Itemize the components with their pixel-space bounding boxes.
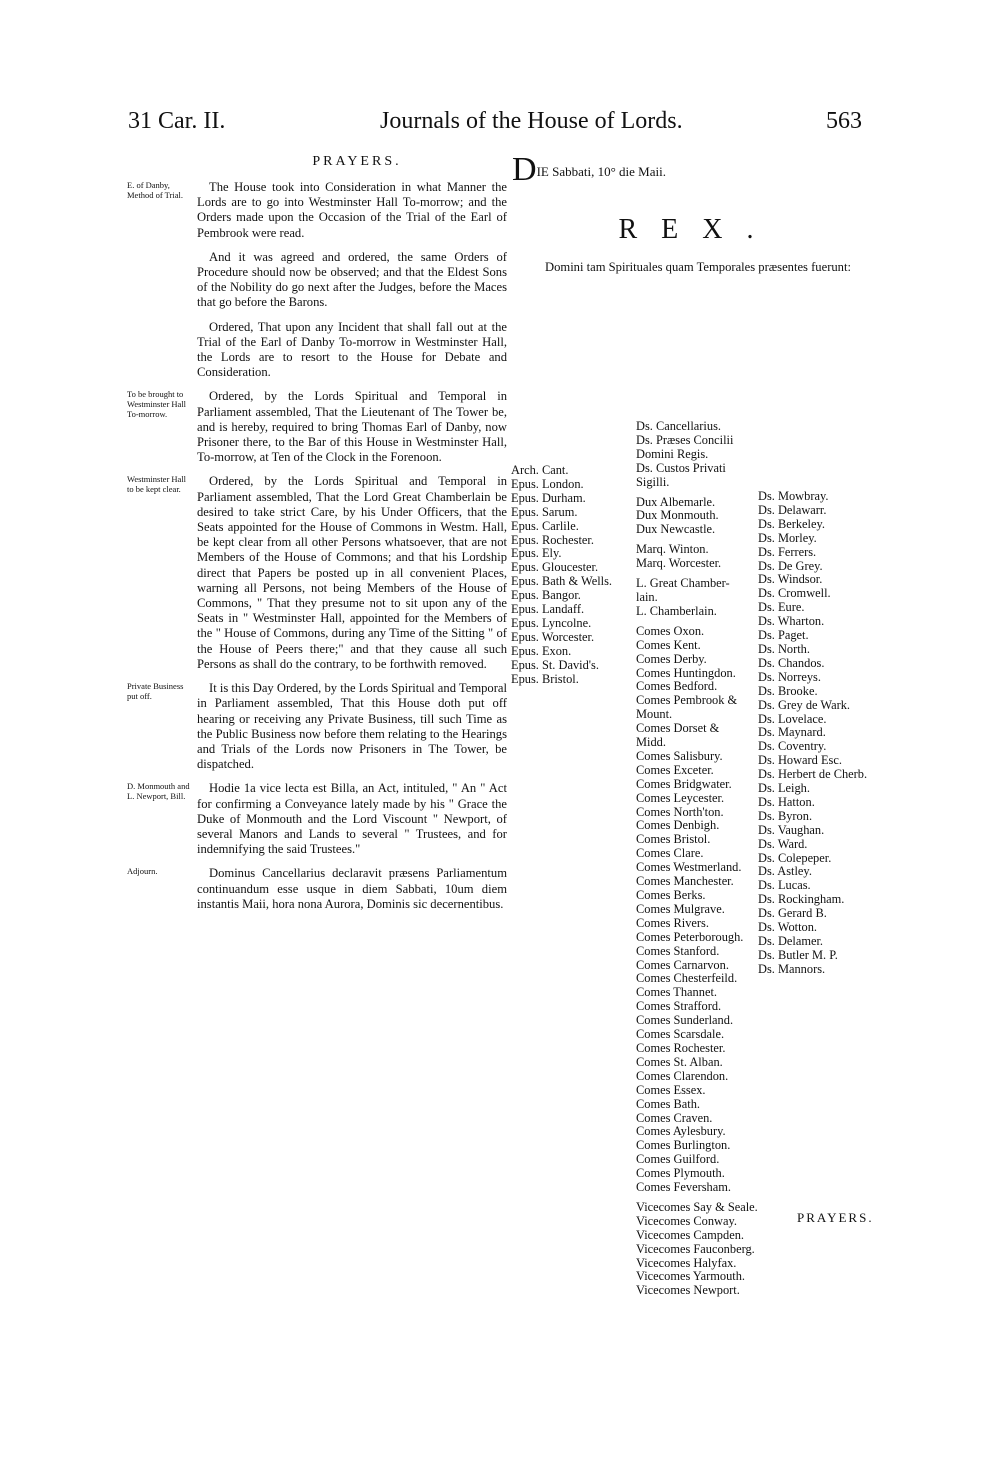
- lord-name: Epus. St. David's.: [511, 657, 599, 672]
- lord-name: Domini Regis.: [636, 446, 709, 461]
- lord-name: Comes Huntingdon.: [636, 665, 736, 680]
- lord-name: Midd.: [636, 735, 666, 750]
- paragraph: And it was agreed and ordered, the same Orders of Procedure should now be observed; and that the Eldest Sons of the Nobility do go next after the Judges, before the Maces that go before the Barons.: [197, 249, 507, 310]
- lord-name: Comes Derby.: [636, 651, 707, 666]
- paragraph: Dominus Cancellarius declaravit præsens Parliamentum continuandum esse usque in diem Sabbati, 10um diem instantis Maii, hora nona Aurora, Dominis sic decernentibus.: [197, 866, 507, 911]
- entry: [127, 474, 507, 672]
- paragraph: Hodie 1a vice lecta est Billa, an Act, intituled, " An " Act for confirming a Conveyance lately made by his " Grace the Duke of Monmouth and the Lord Viscount " Newport, of several Manors and Lands to several " Trustees, and for indemnifying the said Trustees.": [197, 781, 507, 857]
- lord-name: Epus. Lyncolne.: [511, 615, 592, 630]
- lord-name: Ds. Astley.: [758, 864, 812, 879]
- entry: [127, 781, 507, 857]
- lord-name: Ds. Eure.: [758, 600, 805, 615]
- margin-note: Private Business put off.: [127, 681, 184, 702]
- lord-name: Comes Bath.: [636, 1096, 701, 1111]
- paragraph: Ordered, by the Lords Spiritual and Temporal in Parliament assembled, That the Lieutenant of The Tower be, and is hereby, required to bring Thomas Earl of Danby, now Prisoner there, to the Bar of this House in Westminster Hall, To-morrow, at Ten of the Clock in the Forenoon.: [197, 389, 507, 465]
- margin-note: Adjourn.: [127, 866, 158, 877]
- lord-name: Ds. Chandos.: [758, 655, 825, 670]
- lord-name: Comes Sunderland.: [636, 1013, 734, 1028]
- lord-name: Epus. Exon.: [511, 643, 572, 658]
- lord-name: Comes Peterborough.: [636, 929, 744, 944]
- lord-name: Ds. Howard Esc.: [758, 753, 842, 768]
- lord-name: Mount.: [636, 707, 673, 722]
- margin-note: Westminster Hall to be kept clear.: [127, 474, 187, 495]
- header-left: 31 Car. II.: [128, 108, 226, 134]
- lord-name: Ds. Cromwell.: [758, 586, 831, 601]
- margin-note: To be brought to Westminster Hall To-morrow.: [127, 389, 187, 420]
- lords-list-spiritual: [511, 464, 636, 687]
- running-header: [0, 108, 992, 148]
- lord-name: lain.: [636, 589, 658, 604]
- lord-name: Ds. Cancellarius.: [636, 419, 721, 433]
- entry: [127, 681, 507, 772]
- lord-name: Sigilli.: [636, 474, 670, 489]
- lord-name: Ds. De Grey.: [758, 558, 823, 573]
- lord-name: Epus. Carlile.: [511, 518, 579, 533]
- lord-name: L. Great Chamber-: [636, 576, 730, 591]
- lord-name: Ds. North.: [758, 641, 810, 656]
- lord-name: Ds. Mowbray.: [758, 489, 829, 503]
- lord-name: Comes Aylesbury.: [636, 1124, 726, 1139]
- catchword: PRAYERS.: [797, 1210, 874, 1225]
- lord-name: Ds. Morley.: [758, 530, 817, 545]
- entry: [127, 180, 507, 380]
- lord-name: Marq. Winton.: [636, 542, 709, 557]
- lord-name: Ds. Grey de Wark.: [758, 697, 851, 712]
- lord-name: Ds. Wharton.: [758, 614, 825, 629]
- lord-name: Ds. Herbert de Cherb.: [758, 767, 868, 782]
- lord-name: L. Chamberlain.: [636, 603, 717, 618]
- lord-name: Ds. Berkeley.: [758, 516, 825, 531]
- lord-name: Ds. Mannors.: [758, 961, 826, 976]
- lord-name: Comes Berks.: [636, 888, 706, 902]
- lord-name: Comes Scarsdale.: [636, 1027, 725, 1042]
- drop-cap: D: [512, 151, 537, 188]
- lord-name: Ds. Brooke.: [758, 683, 818, 698]
- lord-name: Ds. Delawarr.: [758, 502, 827, 517]
- lord-name: Comes Guilford.: [636, 1152, 720, 1167]
- lord-name: Comes Leycester.: [636, 790, 725, 805]
- lord-name: Ds. Lovelace.: [758, 711, 827, 726]
- lord-name: Comes Manchester.: [636, 874, 734, 889]
- lord-name: Comes Bridgwater.: [636, 776, 732, 791]
- lord-name: Vicecomes Campden.: [636, 1227, 744, 1242]
- lord-name: Epus. Ely.: [511, 546, 562, 561]
- date-line: [512, 151, 888, 188]
- paragraph: It is this Day Ordered, by the Lords Spiritual and Temporal in Parliament assembled, That this House doth put off hearing or receiving any Private Business, till such Time as the Public Business now before them relating to the Hearings and Trials of the Lords now Prisoners in The Tower, be dispatched.: [197, 681, 507, 772]
- lord-name: Ds. Gerard B.: [758, 906, 827, 921]
- lord-name: Comes Denbigh.: [636, 818, 720, 833]
- lord-name: Ds. Ferrers.: [758, 544, 817, 559]
- lord-name: Vicecomes Say & Seale.: [636, 1199, 758, 1214]
- lord-name: Comes Salisbury.: [636, 748, 723, 763]
- paragraph: Ordered, by the Lords Spiritual and Temporal in Parliament assembled, That the Lord Great Chamberlain be desired to take strict Care, by his Under Officers, that the Seats appointed for the House of Commons in Westm. Hall, be kept clear from all other Persons whatsoever, that are not Members of the House of Commons; and that his Lordship direct that Papers be posted up in all convenient Places, warning all Persons, not being Members of the House of Commons, " That they presume not to sit upon any of the Seats in " Westminster Hall, appointed for the Members of the " House of Commons, during any Time of the Sitting " of the House of Peers there;" and that they cause all such Persons as shall do the contrary, to be forthwith removed.: [197, 474, 507, 671]
- lord-name: Comes Clare.: [636, 846, 704, 861]
- lord-name: Comes Rivers.: [636, 915, 709, 930]
- lord-name: Arch. Cant.: [511, 463, 569, 477]
- lord-name: Ds. Rockingham.: [758, 892, 845, 907]
- lord-name: Ds. Delamer.: [758, 934, 824, 948]
- entries: [127, 180, 507, 912]
- header-center: Journals of the House of Lords.: [380, 108, 683, 134]
- lord-name: Comes Stanford.: [636, 943, 720, 958]
- lord-name: Ds. Ward.: [758, 836, 808, 851]
- left-column: [127, 150, 507, 921]
- lord-name: Epus. Durham.: [511, 490, 586, 505]
- lord-name: Comes North'ton.: [636, 804, 724, 819]
- lord-name: Comes Kent.: [636, 637, 701, 652]
- lord-name: Ds. Windsor.: [758, 572, 823, 587]
- lord-name: Ds. Leigh.: [758, 781, 810, 796]
- lord-name: Epus. Bath & Wells.: [511, 574, 612, 589]
- lord-name: Vicecomes Yarmouth.: [636, 1269, 746, 1284]
- lord-name: Ds. Colepeper.: [758, 850, 832, 865]
- paragraph: The House took into Consideration in what Manner the Lords are to go into Westminster Hall To-morrow; and the Orders made upon the Occasion of the Trial of the Earl of Pembrook were read.: [197, 180, 507, 240]
- lord-name: Comes Exceter.: [636, 762, 714, 777]
- lord-name: Comes Chesterfeild.: [636, 971, 738, 986]
- lord-name: Epus. London.: [511, 476, 584, 491]
- lord-name: Vicecomes Halyfax.: [636, 1255, 737, 1270]
- lord-name: Ds. Maynard.: [758, 725, 826, 740]
- lord-name: Epus. Worcester.: [511, 629, 595, 644]
- margin-note: D. Monmouth and L. Newport, Bill.: [127, 781, 190, 802]
- margin-note: E. of Danby, Method of Trial.: [127, 180, 183, 200]
- lord-name: Comes Clarendon.: [636, 1068, 729, 1083]
- lord-name: Ds. Coventry.: [758, 739, 827, 754]
- lord-name: Vicecomes Conway.: [636, 1213, 737, 1228]
- section-title: PRAYERS.: [312, 154, 402, 169]
- lord-name: Dux Monmouth.: [636, 508, 719, 523]
- lord-name: Comes Plymouth.: [636, 1166, 725, 1181]
- lord-name: Ds. Præses Concilii: [636, 432, 734, 447]
- lord-name: Comes Bedford.: [636, 679, 718, 694]
- lord-name: Epus. Landaff.: [511, 602, 585, 617]
- lord-name: Marq. Worcester.: [636, 556, 722, 571]
- lord-name: Ds. Hatton.: [758, 794, 815, 809]
- lord-name: Comes Rochester.: [636, 1040, 726, 1055]
- lord-name: Dux Newcastle.: [636, 522, 716, 537]
- lord-name: Comes Dorset &: [636, 721, 720, 736]
- lord-name: Epus. Sarum.: [511, 504, 578, 519]
- lord-name: Comes Craven.: [636, 1110, 713, 1125]
- entry: [127, 389, 507, 465]
- domini-line: Domini tam Spirituales quam Temporales præsentes fuerunt:: [545, 260, 851, 274]
- lord-name: Comes Carnarvon.: [636, 957, 729, 972]
- paragraph: Ordered, That upon any Incident that shall fall out at the Trial of the Earl of Danby To-morrow in Westminster Hall, the Lords are to resort to the House for Debate and Consideration.: [197, 319, 507, 380]
- lord-name: Comes Essex.: [636, 1082, 706, 1097]
- lord-name: Comes St. Alban.: [636, 1054, 723, 1069]
- lord-name: Comes Burlington.: [636, 1138, 731, 1153]
- page-number: 563: [826, 108, 862, 134]
- entry: [127, 866, 507, 912]
- lord-name: Vicecomes Newport.: [636, 1283, 740, 1298]
- lord-name: Epus. Bangor.: [511, 588, 581, 603]
- lord-name: Ds. Byron.: [758, 808, 813, 823]
- lord-name: Ds. Custos Privati: [636, 460, 726, 475]
- lord-name: Comes Oxon.: [636, 623, 705, 638]
- lord-name: Comes Thannet.: [636, 985, 717, 1000]
- lord-name: Ds. Butler M. P.: [758, 947, 838, 962]
- lord-name: Comes Feversham.: [636, 1180, 731, 1195]
- lord-name: Ds. Lucas.: [758, 878, 811, 893]
- lord-name: Epus. Bristol.: [511, 671, 579, 686]
- lord-name: Comes Strafford.: [636, 999, 722, 1014]
- lord-name: Vicecomes Fauconberg.: [636, 1241, 755, 1256]
- lords-list-barons: [758, 490, 898, 977]
- lord-name: Ds. Wotton.: [758, 920, 818, 935]
- lord-name: Epus. Rochester.: [511, 532, 594, 547]
- lord-name: Comes Mulgrave.: [636, 901, 725, 916]
- lord-name: Comes Pembrook &: [636, 693, 738, 708]
- lord-name: Epus. Gloucester.: [511, 560, 599, 575]
- date-text: IE Sabbati, 10° die Maii.: [536, 164, 666, 179]
- lord-name: Ds. Norreys.: [758, 669, 821, 684]
- lord-name: Comes Westmerland.: [636, 860, 742, 875]
- lord-name: Comes Bristol.: [636, 832, 711, 847]
- lord-name: Dux Albemarle.: [636, 494, 716, 509]
- rex-heading: REX.: [618, 214, 778, 245]
- lord-name: Ds. Vaughan.: [758, 822, 825, 837]
- lord-name: Ds. Paget.: [758, 628, 809, 643]
